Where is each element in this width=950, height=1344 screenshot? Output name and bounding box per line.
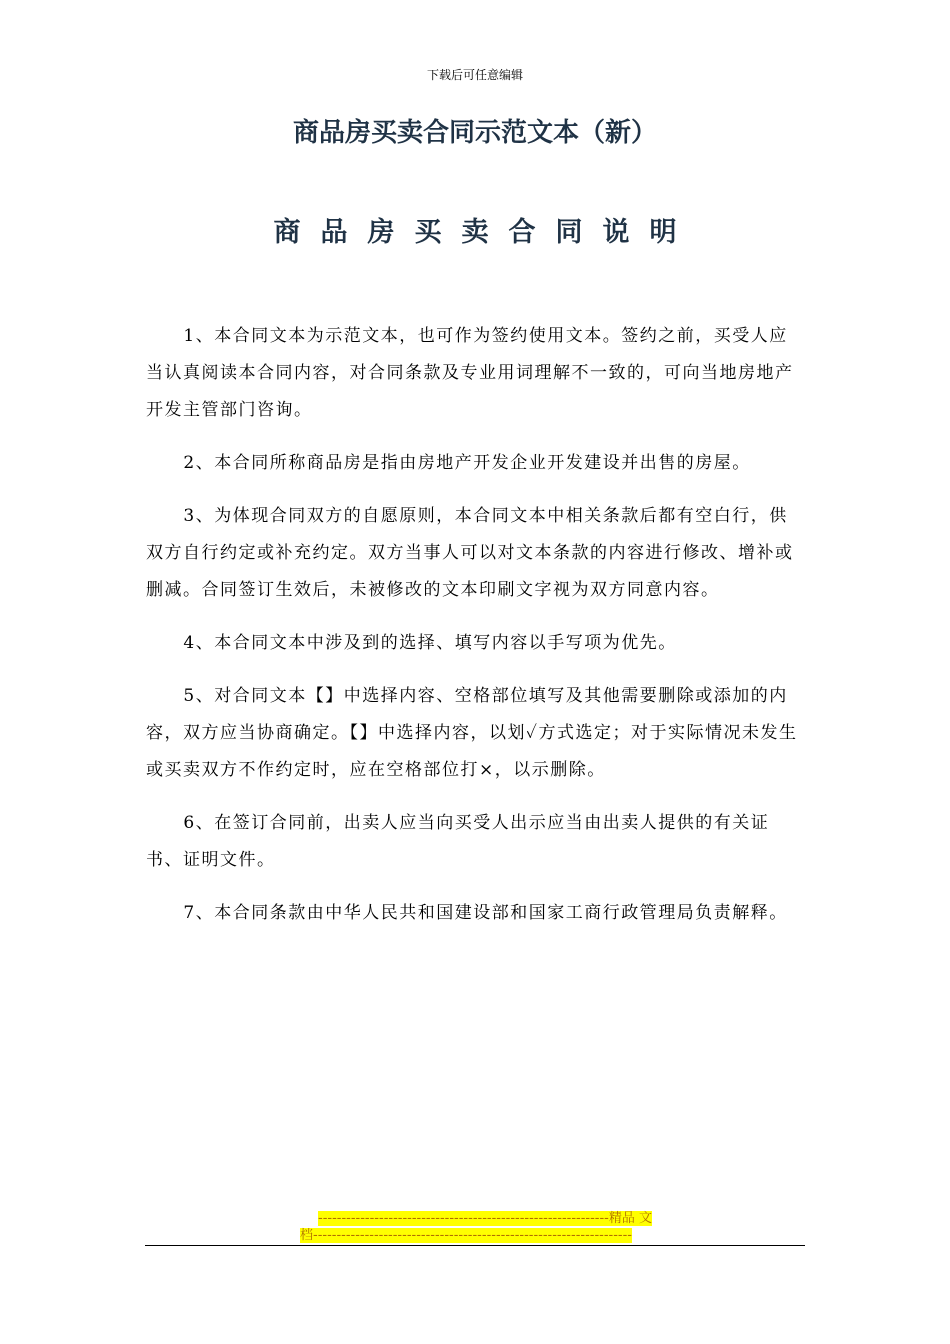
paragraph-2: 2、本合同所称商品房是指由房地产开发企业开发建设并出售的房屋。 <box>183 453 751 473</box>
document-body <box>146 318 806 948</box>
footer-line-1: --------------------------------------------------------------精品 文 <box>318 1211 652 1226</box>
paragraph-1: 1、本合同文本为示范文本，也可作为签约使用文本。签约之前，买受人应当认真阅读本合同内容，对合同条款及专业用词理解不一致的，可向当地房地产开发主管部门咨询。 <box>146 326 794 420</box>
paragraph-5: 5、对合同文本【】中选择内容、空格部位填写及其他需要删除或添加的内容，双方应当协商确定。【】中选择内容，以划✓方式选定；对于实际情况未发生或买卖双方不作约定时，应在空格部位打×，以示删除。 <box>146 686 798 780</box>
header-note: 下载后可任意编辑 <box>426 68 523 82</box>
paragraph-6: 6、在签订合同前，出卖人应当向买受人出示应当由出卖人提供的有关证书、证明文件。 <box>146 813 770 870</box>
footer-divider <box>145 1245 805 1246</box>
footer-line-2: 档-------------------------------------------------------------------- <box>300 1228 632 1243</box>
paragraph-4: 4、本合同文本中涉及到的选择、填写内容以手写项为优先。 <box>183 633 677 653</box>
paragraph-7: 7、本合同条款由中华人民共和国建设部和国家工商行政管理局负责解释。 <box>183 903 788 923</box>
document-title: 商品房买卖合同示范文本（新） <box>292 118 657 148</box>
section-title: 商品房买卖合同说明 <box>273 217 697 248</box>
paragraph-3: 3、为体现合同双方的自愿原则，本合同文本中相关条款后都有空白行，供双方自行约定或补充约定。双方当事人可以对文本条款的内容进行修改、增补或删减。合同签订生效后，未被修改的文本印刷文字视为双方同意内容。 <box>146 506 794 600</box>
footer-watermark <box>300 1210 652 1244</box>
